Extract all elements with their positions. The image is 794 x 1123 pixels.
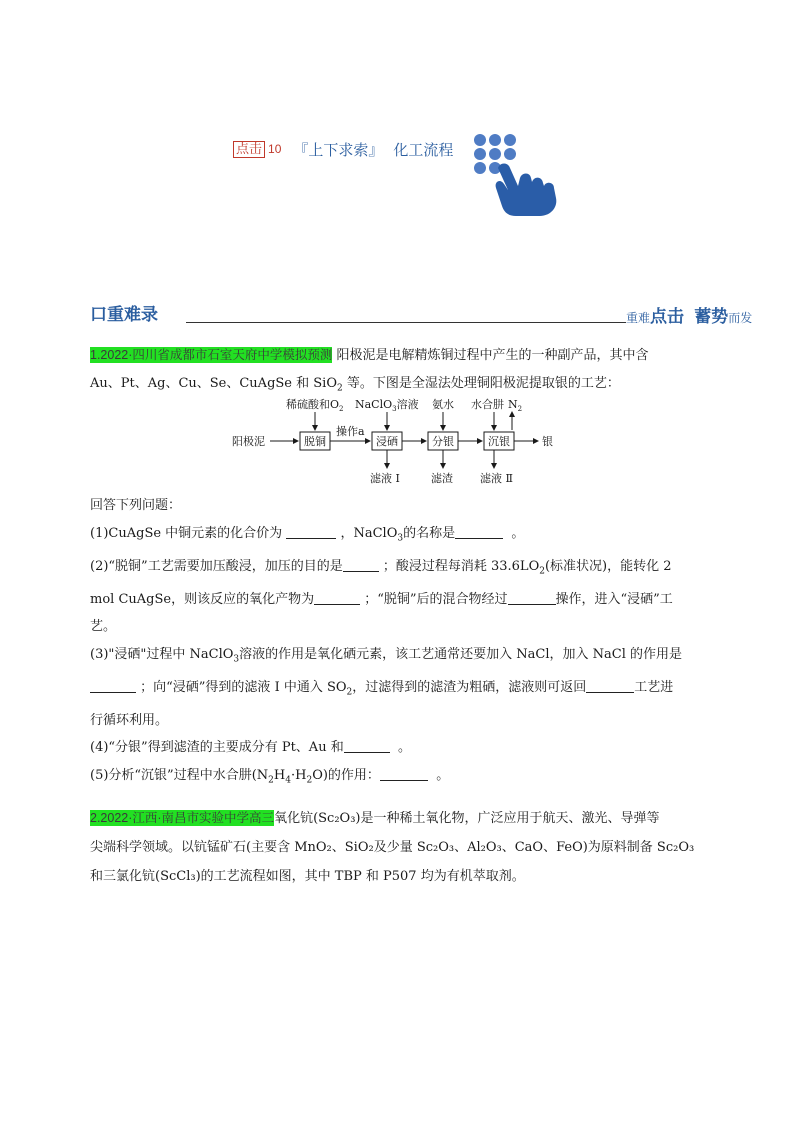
answer-prompt: 回答下列问题：	[90, 498, 182, 513]
q2-line-3: 和三氯化钪(ScCl₃)的工艺流程如图，其中 TBP 和 P507 均为有机萃取剂。	[90, 869, 525, 884]
header-tag: 点击	[233, 141, 265, 158]
question-2-source: 2.2022·江西·南昌市实验中学高三	[90, 811, 275, 825]
answer-blank[interactable]	[380, 766, 428, 781]
flow-box-1: 脱铜	[304, 435, 326, 448]
question-2	[90, 804, 704, 891]
question-1-parts	[90, 492, 704, 795]
intro-text-a: 阳极泥是电解精炼铜过程中产生的一种副产品，其中含	[336, 348, 649, 363]
answer-blank[interactable]	[586, 678, 634, 693]
section-title: 口重难录	[90, 305, 158, 325]
intro-sub: 2	[336, 383, 343, 394]
answer-blank[interactable]	[286, 524, 336, 539]
flow-box-3: 分银	[432, 435, 454, 448]
flow-output-n2: $N_2$	[508, 398, 523, 413]
part-2: (2)“脱铜”工艺需要加压酸浸，加压的目的是 ；酸浸过程每消耗 $33.6LO_2$(标准状况)，能转化 2 mol CuAgSe，则该反应的氧化产物为 ；“脱铜”后的混合物经过 操作，进入“浸硒”工 艺。	[90, 558, 673, 635]
flow-output-3: 滤液 Ⅱ	[480, 472, 513, 485]
answer-blank[interactable]	[90, 678, 136, 693]
header-title: 『上下求索』	[293, 140, 384, 159]
part-5: (5)分析“沉银”过程中水合肼$(N_2H_4\cdot H_2O)$的作用： 。	[90, 767, 450, 786]
section-slogan	[626, 302, 752, 327]
part-1: (1)CuAgSe 中铜元素的化合价为 ，NaClO$_3$的名称是 。	[90, 525, 525, 544]
answer-blank[interactable]	[508, 590, 556, 605]
flow-input-3: 氨水	[432, 398, 454, 411]
header-subtitle: 化工流程	[393, 140, 454, 159]
tap-hand-icon	[468, 128, 564, 220]
flow-input-2: NaClO$_3$溶液	[355, 398, 419, 413]
slogan-part-4: 而发	[728, 311, 753, 325]
question-1-source: 1.2022·四川省成都市石室天府中学模拟预测	[90, 348, 333, 362]
flow-input-4: 水合肼	[471, 398, 504, 411]
q2-line-1: 氧化钪(Sc₂O₃)是一种稀土氧化物，广泛应用于航天、激光、导弹等	[274, 811, 660, 826]
process-flowchart	[228, 396, 558, 488]
question-1-intro	[90, 342, 704, 403]
intro-text-b: Au、Pt、Ag、Cu、Se、CuAgSe 和 SiO	[90, 375, 337, 391]
answer-blank[interactable]	[343, 557, 379, 572]
slogan-part-3: 蓄势	[694, 307, 729, 327]
slogan-part-2: 点击	[650, 307, 685, 327]
flow-output-2: 滤渣	[431, 472, 453, 485]
header-number: 10	[268, 142, 282, 156]
header	[233, 138, 453, 160]
answer-blank[interactable]	[455, 524, 503, 539]
flow-box-4: 沉银	[488, 435, 510, 448]
answer-blank[interactable]	[314, 590, 360, 605]
answer-blank[interactable]	[344, 738, 390, 753]
part-4: (4)“分银”得到滤渣的主要成分有 Pt、Au 和 。	[90, 740, 411, 756]
flow-box-2: 浸硒	[376, 435, 398, 448]
part-3: (3)"浸硒"过程中 NaClO$_3$溶液的作用是氧化硒元素，该工艺通常还要加入 NaCl，加入 NaCl 的作用是 ；向“浸硒”得到的滤液 I 中通入 $SO_2$，过滤得到的滤渣为粗硒，滤液则可返回 工艺进 行循环利用。	[90, 646, 682, 728]
flow-input-1: 稀硫酸和$O_2$	[286, 398, 344, 413]
flow-end: 银	[542, 435, 553, 448]
flow-operation: 操作a	[336, 425, 365, 438]
intro-text-c: 等。下图是全湿法处理铜阳极泥提取银的工艺：	[346, 375, 620, 391]
slogan-part-1: 重难	[626, 311, 651, 325]
section-heading	[90, 300, 753, 327]
q2-line-2: 尖端科学领域。以钪锰矿石(主要含 MnO₂、SiO₂及少量 Sc₂O₃、Al₂O₃、CaO、FeO)为原料制备 Sc₂O₃	[90, 840, 695, 855]
flow-start: 阳极泥	[232, 435, 265, 448]
flow-output-1: 滤液 Ⅰ	[370, 472, 400, 485]
heading-underline	[186, 322, 626, 323]
